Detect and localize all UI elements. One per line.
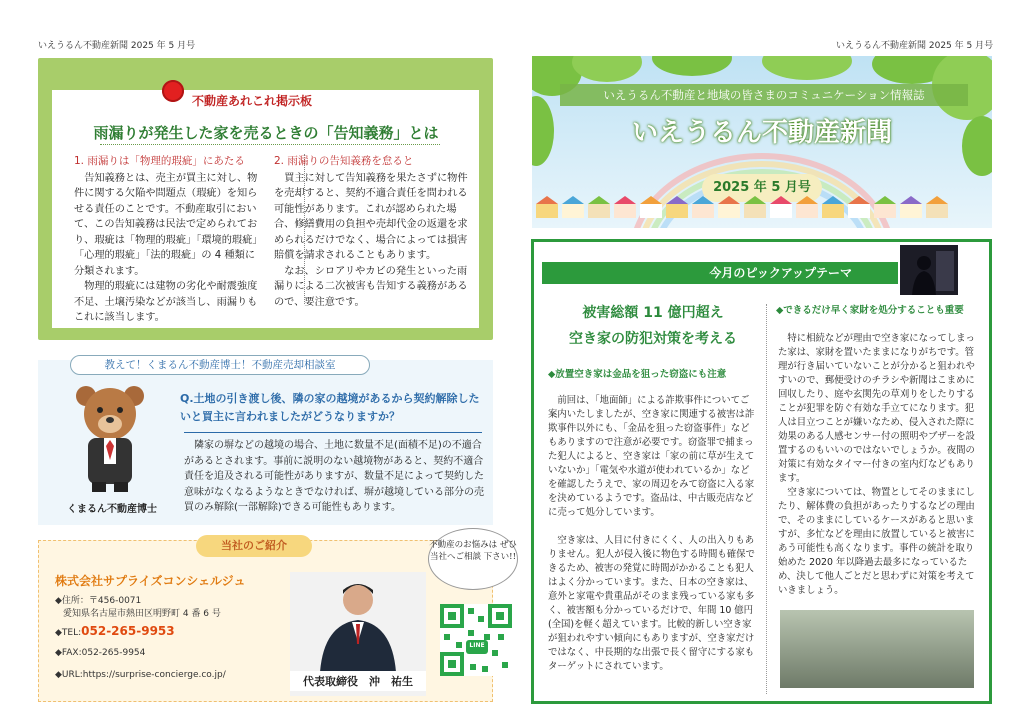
house-icon: [900, 196, 922, 218]
burglar-photo: [900, 245, 958, 295]
house-icon: [926, 196, 948, 218]
pickup-text-1: 前回は、「地面師」による詐欺事件についてご案内いたしましたが、空き家に関連する被害は詐欺事件以外にも、「金品を狙った窃盗事件」などもありますので注意が必要です。窃盗罪で捕まった犯人によると、空き家は「家の前に草が生えていないか」「電気や水道が使われているか」などを確認したうえで、家の周辺をみて窃盗に入る家を決めているようです。盗品は、中古販売店などに売って処分しています。: [548, 395, 755, 518]
board-col2-heading: 2. 雨漏りの告知義務を怠ると: [274, 155, 414, 167]
pickup-section-heading-1: ◆放置空き家は金品を狙った窃盗にも注意: [548, 369, 727, 380]
board-col1-text: 告知義務とは、売主が買主に対し、物件に関する欠陥や問題点（瑕疵）を知らせる責任のことです。不動産取引において、この告知義務は民法で定められており、瑕疵は「物理的瑕疵」「環境的瑕疵」「心理的瑕疵」「法的瑕疵」の 4 種類に分類されます。: [74, 172, 258, 277]
pickup-text-2: 空き家は、人目に付きにくく、人の出入りもありません。犯人が侵入後に物色する時間も確保できるため、被害の発覚に時間がかかることも犯人はよく分かっています。また、日本の空き家は、意外と家電や貴重品がそのまま残っている家も多く、被害額も分かっているだけで、年間 10 億円(全国)を軽く超えています。比較的新しい空き家が狙われやすい傾向にもありますが、空き家だけではなく、中長期的な出張で長く留守にする家もターゲットにされています。: [548, 535, 755, 672]
column-divider: [766, 304, 767, 694]
issue-badge: 2025 年 5 月号: [702, 174, 822, 202]
bear-name: くまるん不動産博士: [67, 504, 157, 515]
divider: [100, 144, 440, 145]
house-icon: [770, 196, 792, 218]
speech-bubble: 不動産のお悩みは ぜひ当社へご相談 下さい!!: [428, 528, 518, 590]
pickup-title: [548, 300, 758, 352]
vacant-house-photo: [780, 610, 974, 688]
house-icon: [718, 196, 740, 218]
pickup-bar: 今月のピックアップテーマ: [542, 262, 898, 284]
board-col2-text2: なお、シロアリやカビの発生といった雨漏りによる二次被害も告知する義務があるので、要注意です。: [274, 265, 468, 308]
company-fax: ◆FAX:052-265-9954: [55, 648, 146, 658]
page-header-right: いえうるん不動産新聞 2025 年 5 月号: [836, 41, 994, 51]
page-header-left: いえうるん不動産新聞 2025 年 5 月号: [38, 41, 196, 51]
person-icon: [290, 572, 426, 672]
bulletin-board: [38, 58, 493, 340]
house-icon: [562, 196, 584, 218]
tel-number[interactable]: 052-265-9953: [81, 624, 175, 638]
pickup-text-4: 空き家については、物置としてそのままにしたり、解体費の負担があったりするなどの理由で、そのままにしているケースがあると思いますが、多忙などを理由に放置していると被害にあう可能性も高くなります。事件の統計を取り始めた 2020 年以降過去最多になっているため、決して他人ごとだと思わずに対策を考えていきましょう。: [778, 487, 975, 596]
bulletin-board-title: 雨漏りが発生した家を売るときの「告知義務」とは: [93, 124, 439, 142]
board-col2-text: 買主に対して告知義務を果たさずに物件を売却すると、契約不適合責任を問われる可能性があります。これが認められた場合、修繕費用の負担や売却代金の返還を求められるだけでなく、場合によっては損害賠償を請求されることもあります。: [274, 172, 468, 261]
house-row: [536, 196, 948, 218]
house-icon: [744, 196, 766, 218]
board-column-1: [74, 154, 262, 326]
masthead-subtitle: いえうるん不動産と地域の皆さまのコミュニケーション情報誌: [560, 84, 968, 106]
pushpin-icon: [162, 80, 184, 102]
house-icon: [666, 196, 688, 218]
house-icon: [822, 196, 844, 218]
qr-line-label: LINE: [469, 642, 485, 649]
company-address-2: 愛知県名古屋市熱田区明野町 4 番 6 号: [63, 609, 221, 619]
company-name: 株式会社サプライズコンシェルジュ: [55, 574, 246, 588]
house-icon: [614, 196, 636, 218]
divider: [184, 432, 482, 433]
pickup-title-line1: 被害総額 11 億円超え: [582, 305, 724, 321]
house-icon: [536, 196, 558, 218]
bear-mascot-icon: [70, 382, 150, 494]
pickup-section-heading-2: ◆できるだけ早く家財を処分することも重要: [776, 305, 964, 316]
house-icon: [796, 196, 818, 218]
consult-question: Q.土地の引き渡し後、隣の家の越境があるから契約解除したいと買主に言われましたがどうなりますか？: [180, 392, 480, 423]
company-url[interactable]: ◆URL:https://surprise-concierge.co.jp/: [55, 670, 226, 680]
company-tag: 当社のご紹介: [196, 535, 312, 557]
bulletin-board-tag: 不動産あれこれ掲示板: [192, 94, 313, 108]
burglar-icon: [900, 245, 958, 295]
qr-code-icon: [440, 604, 512, 676]
representative-caption: 代表取締役 沖 祐生: [290, 671, 426, 691]
pickup-text-3: 特に相続などが理由で空き家になってしまった家は、家財を置いたままになりがちです。管理が行き届いていないことが分かると狙われやすいので、郵便受けのチラシや新聞はこまめに回収したり、庭や玄関先の草刈りをしたりすることが犯罪を防ぐ有効な手立てになります。犯人は目立つことが嫌いなため、侵入された際に効果のある人感センサー付の照明やブザーを設置するのもいいのではないでしょうか。夜間の対策に有効なタイマー付きの室内灯などもあります。: [778, 333, 975, 484]
masthead-title: いえうるん不動産新聞: [631, 118, 892, 148]
pickup-title-line2: 空き家の防犯対策を考える: [569, 331, 737, 347]
consult-tag: 教えて！くまるん不動産博士！不動産売却相談室: [70, 355, 370, 375]
tel-label: ◆TEL:: [55, 628, 82, 638]
board-column-2: [274, 154, 474, 310]
house-icon: [692, 196, 714, 218]
house-icon: [640, 196, 662, 218]
consult-answer: 隣家の塀などの越境の場合、土地に数量不足(面積不足)の不適合があるとされます。事前に説明のない越境物があると、契約不適合責任を追及される可能性がありますが、数量不足によって契約した意味がなくなるようなときでなければ、塀が越境している部分の売買のみ解除(一部解除)できる可能性もあります。: [184, 440, 484, 513]
line-qr-code[interactable]: [440, 604, 512, 676]
house-icon: [588, 196, 610, 218]
board-col1-text2: 物理的瑕疵には建物の劣化や耐震強度不足、土壌汚染などが該当し、雨漏りもこれに該当します。: [74, 281, 258, 323]
board-col1-heading: 1. 雨漏りは「物理的瑕疵」にあたる: [74, 155, 245, 167]
company-address-1: ◆住所：〒456-0071: [55, 596, 142, 606]
house-icon: [874, 196, 896, 218]
house-icon: [848, 196, 870, 218]
company-tel: [55, 624, 175, 638]
